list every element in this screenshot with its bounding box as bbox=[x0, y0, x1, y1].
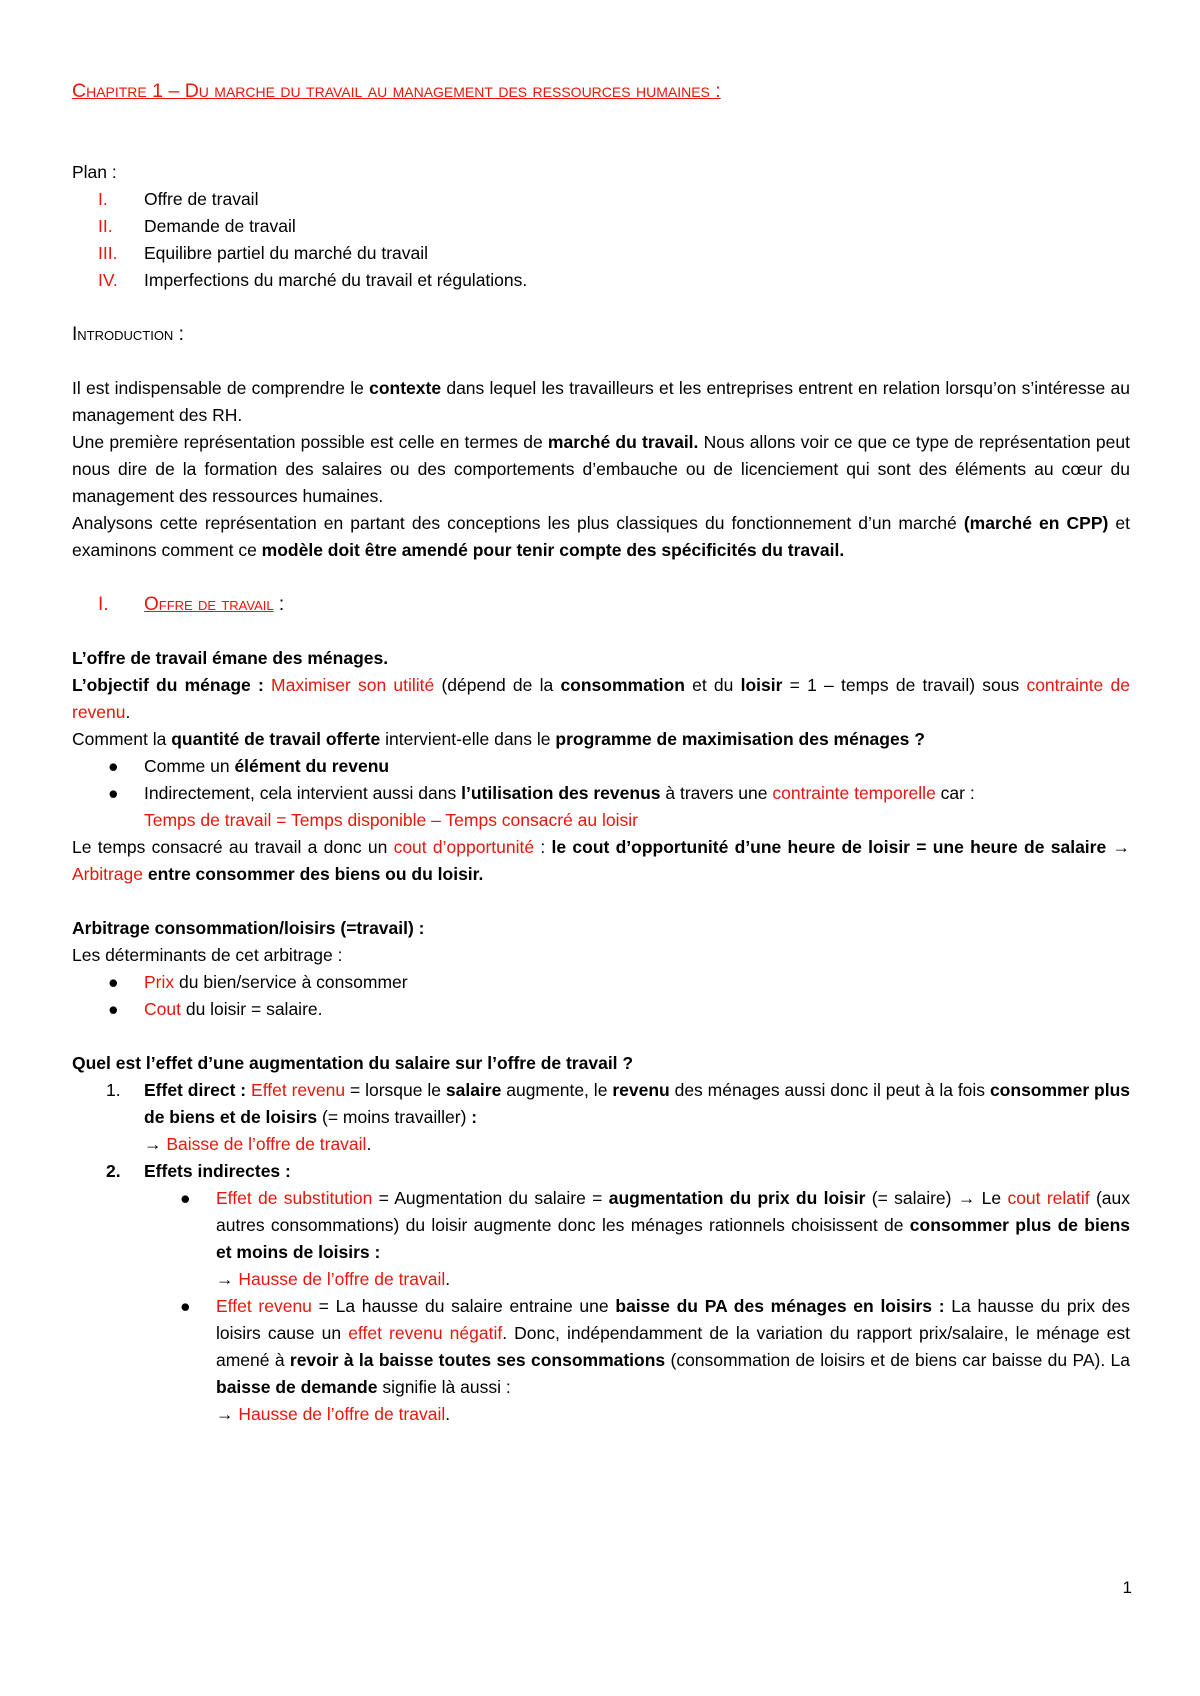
bullet-icon: ● bbox=[108, 972, 119, 992]
bullet-icon: ● bbox=[108, 783, 119, 803]
plan-item: I. Offre de travail bbox=[98, 189, 259, 209]
plan-item: II. Demande de travail bbox=[98, 216, 296, 236]
sub-effect-item: ● Effet de substitution = Augmentation du salaire = augmentation du prix du loisir (= salaire) → Le cout relatif (aux autres consommations) du loisir augmente donc les ménages rationnels choisissent de consommer plus de biens et moins de loisirs : → Hausse de l’offre de travail. bbox=[144, 1185, 1130, 1293]
bullet-icon: ● bbox=[108, 756, 119, 776]
arbitrage-heading: Arbitrage consommation/loisirs (=travail) : bbox=[72, 918, 425, 938]
sub-effect-item: ● Effet revenu = La hausse du salaire entraine une baisse du PA des ménages en loisirs : La hausse du prix des loisirs cause un effet revenu négatif. Donc, indépendamment de la variation du rapport prix/salaire, le ménage est amené à revoir à la baisse toutes ses consommations (consommation de loisirs et de biens car baisse du PA). La baisse de demande signifie là aussi : → Hausse de l’offre de travail. bbox=[144, 1293, 1130, 1428]
arbitrage-intro: Les déterminants de cet arbitrage : bbox=[72, 945, 343, 965]
intro-paragraph: Il est indispensable de comprendre le contexte dans lequel les travailleurs et les entreprises entrent en relation lorsqu’on s’intéresse au management des RH. bbox=[72, 378, 1130, 425]
intro-paragraph: Analysons cette représentation en partant des conceptions les plus classiques du fonctionnement d’un marché (marché en CPP) et examinons comment ce modèle doit être amendé pour tenir compte des spécificités du travail. bbox=[72, 513, 1130, 560]
bullet-icon: ● bbox=[180, 1188, 191, 1208]
effect-item: 2. Effets indirectes : ● Effet de substitution = Augmentation du salaire = augmentation du prix du loisir (= salaire) → Le cout relatif (aux autres consommations) du loisir augmente donc les ménages rationnels choisissent de consommer plus de biens et moins de loisirs : → Hausse de l’offre de travail. ● Effet revenu = La hausse du salaire entraine une baisse du PA des ménages en loisirs : La hausse du prix des loisirs cause un effet revenu négatif. Donc, indépendamment de la variation du rapport prix/salaire, le ménage est amené à revoir à la baisse toutes ses consommations (consommation de loisirs et de biens car baisse du PA). La baisse de demande signifie là aussi : → Hausse de l’offre de travail. bbox=[72, 1158, 1130, 1428]
page-number: 1 bbox=[1122, 1578, 1132, 1597]
effects-list bbox=[72, 1077, 1130, 1428]
intro-paragraph: Une première représentation possible est celle en termes de marché du travail. Nous allons voir ce que ce type de représentation peut nous dire de la formation des salaires ou des comportements d’embauche ou de licenciement qui sont des éléments au cœur du management des ressources humaines. bbox=[72, 432, 1130, 506]
bullet-icon: ● bbox=[180, 1296, 191, 1316]
arbitrage-list bbox=[72, 969, 1130, 1023]
section-title: Offre de travail bbox=[144, 594, 274, 615]
plan-list bbox=[72, 186, 1130, 294]
comment-question: Comment la quantité de travail offerte intervient-elle dans le programme de maximisation des ménages ? bbox=[72, 729, 925, 749]
bullet-icon: ● bbox=[108, 999, 119, 1019]
effect-item: 1. Effet direct : Effet revenu = lorsque le salaire augmente, le revenu des ménages aussi donc il peut à la fois consommer plus de biens et de loisirs (= moins travailler) : → Baisse de l’offre de travail. bbox=[106, 1080, 1131, 1154]
list-item: ● Indirectement, cela intervient aussi dans l’utilisation des revenus à travers une contrainte temporelle car : Temps de travail = Temps disponible – Temps consacré au loisir bbox=[72, 780, 1130, 834]
list-item: ● Comme un élément du revenu bbox=[72, 753, 1130, 780]
document-page bbox=[72, 72, 1130, 1428]
plan-label: Plan : bbox=[72, 162, 117, 182]
bullet-list bbox=[72, 753, 1130, 834]
offre-statement: L’offre de travail émane des ménages. bbox=[72, 648, 389, 668]
intro-heading: Introduction : bbox=[72, 324, 184, 345]
sub-effects-list bbox=[144, 1185, 1130, 1428]
plan-item: IV. Imperfections du marché du travail et régulations. bbox=[98, 270, 528, 290]
section-heading: I. Offre de travail : bbox=[98, 594, 285, 615]
plan-item: III. Equilibre partiel du marché du travail bbox=[98, 243, 429, 263]
salary-question: Quel est l’effet d’une augmentation du salaire sur l’offre de travail ? bbox=[72, 1053, 634, 1073]
temps-paragraph: Le temps consacré au travail a donc un cout d’opportunité : le cout d’opportunité d’une heure de loisir = une heure de salaire → Arbitrage entre consommer des biens ou du loisir. bbox=[72, 837, 1130, 884]
chapter-title: Chapitre 1 – Du marche du travail au management des ressources humaines : bbox=[72, 80, 721, 102]
objectif-paragraph: L’objectif du ménage : Maximiser son utilité (dépend de la consommation et du loisir = 1 – temps de travail) sous contrainte de revenu. bbox=[72, 675, 1130, 722]
list-item: ● Prix du bien/service à consommer bbox=[72, 969, 1130, 996]
list-item: ● Cout du loisir = salaire. bbox=[72, 996, 1130, 1023]
